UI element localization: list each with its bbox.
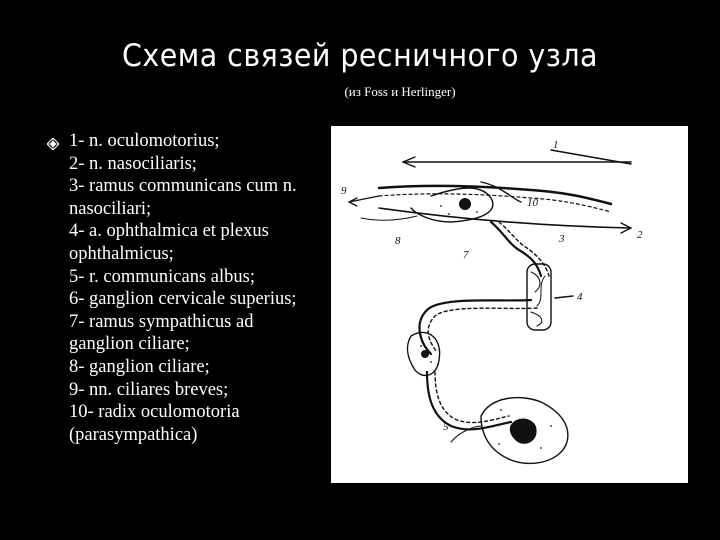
figure-label: 10 (527, 197, 538, 209)
legend-line: nasociliari; (69, 198, 152, 219)
figure-label: 9 (341, 185, 347, 197)
legend-line: 5- r. communicans albus; (69, 266, 255, 287)
legend-line: 2- n. nasociliaris; (69, 153, 197, 174)
legend-line: 9- nn. ciliares breves; (69, 379, 229, 400)
diagram-svg (331, 126, 688, 483)
figure-label: 4 (577, 291, 583, 303)
legend-line: 8- ganglion ciliare; (69, 356, 210, 377)
legend-line: ophthalmicus; (69, 243, 174, 264)
legend-line: (parasympathica) (69, 424, 198, 445)
ganglion-dot (421, 350, 429, 358)
legend-line: 4- a. ophthalmica et plexus (69, 221, 269, 242)
ciliary-ganglion-diagram (331, 126, 688, 483)
figure-label: 3 (559, 233, 565, 245)
diamond-bullet-icon (47, 138, 59, 150)
figure-label: 1 (553, 139, 559, 151)
slide-title: Схема связей ресничного узла (122, 38, 598, 74)
figure-label: 5 (443, 421, 449, 433)
legend-line: 6- ganglion cervicale superius; (69, 289, 297, 310)
figure-label: 8 (395, 235, 401, 247)
legend-line: 1- n. oculomotorius; (69, 131, 220, 151)
legend-line: 10- radix oculomotoria (69, 402, 240, 423)
legend-line: 7- ramus sympathicus ad (69, 311, 254, 332)
legend-line: 3- ramus communicans cum n. (69, 176, 297, 197)
legend-line: ganglion ciliare; (69, 334, 190, 355)
figure-label: 2 (637, 229, 643, 241)
figure-label: 7 (463, 249, 469, 261)
slide-subtitle: (из Foss и Herlinger) (344, 84, 456, 99)
ganglion-dot (459, 198, 471, 210)
legend-list (69, 130, 359, 446)
